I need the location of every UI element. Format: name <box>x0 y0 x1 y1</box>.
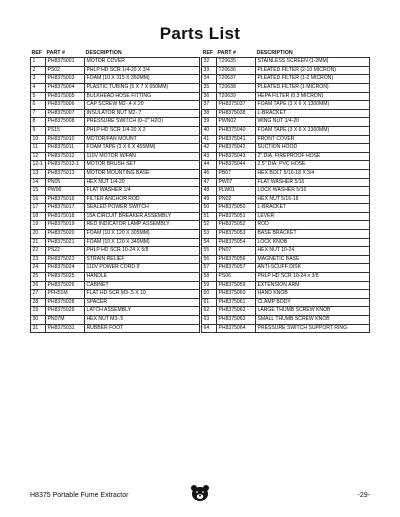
description-cell: LARGE THUMB SCREW KNOB <box>256 307 370 316</box>
ref-cell: 38 <box>202 109 217 118</box>
ref-cell: 5 <box>31 92 46 101</box>
description-cell: FOAM TAPE (3 X 6 X 1360MM) <box>256 126 370 135</box>
description-cell: PLEATED FILTER (1 MICRON) <box>256 83 370 92</box>
description-cell: MOTOR COVER <box>85 58 200 67</box>
ref-cell: 62 <box>202 307 217 316</box>
table-row <box>202 195 370 204</box>
part-number-cell: PH8375029 <box>46 307 85 316</box>
part-number-cell: PH8375023 <box>46 255 85 264</box>
table-row <box>202 264 370 273</box>
table-row <box>202 221 370 230</box>
description-cell: HEX NUT M3-.5 <box>85 316 200 325</box>
ref-cell: 49 <box>202 195 217 204</box>
description-cell: ANTI-SCUFF DISK <box>256 264 370 273</box>
description-cell: SMALL THUMB SCREW KNOB <box>256 316 370 325</box>
table-row <box>31 75 200 84</box>
description-cell: PLASTIC TUBING (5 X 7 X 650MM) <box>85 83 200 92</box>
description-cell: FOAM (10 X 120 X 305MM) <box>85 230 200 239</box>
ref-header: REF <box>202 50 214 56</box>
table-row <box>202 144 370 153</box>
parts-table-right <box>201 50 370 333</box>
description-cell: LOCK WASHER 5/16 <box>256 187 370 196</box>
ref-cell: 15 <box>31 187 46 196</box>
table-row <box>202 75 370 84</box>
part-number-cell: PH8375020 <box>46 230 85 239</box>
description-cell: CAP SCREW M2-.4 X 20 <box>85 101 200 110</box>
ref-cell: 24 <box>31 264 46 273</box>
part-number-cell: PH8375060 <box>217 290 256 299</box>
part-number-cell: PH8375042 <box>217 144 256 153</box>
description-cell: FOAM TAPE (3 X 6 X 455MM) <box>85 144 200 153</box>
part-number-cell: PH8375041 <box>217 135 256 144</box>
part-number-cell: T20638 <box>217 83 256 92</box>
table-row <box>202 307 370 316</box>
part-number-cell: T20636 <box>217 66 256 75</box>
table-row <box>202 178 370 187</box>
description-cell: STAINLESS SCREEN (1-2MM) <box>256 58 370 67</box>
table-row <box>202 255 370 264</box>
part-number-cell: PH8375037 <box>217 101 256 110</box>
ref-cell: 12 <box>31 152 46 161</box>
part-number-cell: PH8375013 <box>46 169 85 178</box>
part-number-cell: PH8375017 <box>46 204 85 213</box>
table-row <box>31 307 200 316</box>
table-row <box>202 83 370 92</box>
table-row <box>202 135 370 144</box>
ref-cell: 17 <box>31 204 46 213</box>
table-row <box>31 324 200 333</box>
description-cell: EXTENSION ARM <box>256 281 370 290</box>
ref-cell: 27 <box>31 290 46 299</box>
ref-cell: 48 <box>202 187 217 196</box>
table-row <box>202 126 370 135</box>
part-header: PART # <box>46 50 65 56</box>
part-number-cell: PH8375064 <box>217 324 256 333</box>
part-number-cell: PH8375004 <box>46 83 85 92</box>
ref-cell: 52 <box>202 221 217 230</box>
table-row <box>202 118 370 127</box>
part-number-cell: T20639 <box>217 92 256 101</box>
description-cell: MAGNETIC BASE <box>256 255 370 264</box>
description-cell: HEX BOLT 5/16-18 X 3/4 <box>256 169 370 178</box>
ref-cell: 32 <box>202 58 217 67</box>
description-cell: PRESSURE SWITCH SUPPORT RING <box>256 324 370 333</box>
ref-cell: 28 <box>31 298 46 307</box>
description-cell: HEX NUT 1/4-20 <box>85 178 200 187</box>
description-cell: FRONT COVER <box>256 135 370 144</box>
description-cell: FOAM TAPE (3 X 6 X 1300MM) <box>256 101 370 110</box>
part-number-cell: PH8375006 <box>46 101 85 110</box>
table-row <box>31 264 200 273</box>
part-number-cell: PH8375040 <box>217 126 256 135</box>
ref-cell: 57 <box>202 264 217 273</box>
table-row <box>202 247 370 256</box>
table-row <box>202 230 370 239</box>
table-row <box>202 204 370 213</box>
table-row <box>31 281 200 290</box>
table-row <box>31 58 200 67</box>
table-row <box>31 83 200 92</box>
table-row <box>31 178 200 187</box>
description-cell: WING NUT 1/4-20 <box>256 118 370 127</box>
ref-cell: 60 <box>202 290 217 299</box>
part-number-cell: PH8375025 <box>46 273 85 282</box>
description-cell: SUCTION HOOD <box>256 144 370 153</box>
description-header: DESCRIPTION <box>256 50 293 56</box>
table-row <box>31 247 200 256</box>
table-row <box>31 212 200 221</box>
ref-cell: 44 <box>202 161 217 170</box>
part-number-cell: PH8375056 <box>217 255 256 264</box>
part-number-cell: PH8375007 <box>46 109 85 118</box>
ref-cell: 2 <box>31 66 46 75</box>
part-number-cell: PH8375061 <box>217 298 256 307</box>
description-cell: FILTER ANCHOR ROD <box>85 195 200 204</box>
bear-head-logo-icon <box>190 484 210 502</box>
ref-cell: 7 <box>31 109 46 118</box>
table-row <box>31 144 200 153</box>
part-number-cell: PH8375057 <box>217 264 256 273</box>
description-header: DESCRIPTION <box>85 50 122 56</box>
ref-cell: 10 <box>31 135 46 144</box>
table-row <box>31 273 200 282</box>
description-cell: 110V POWER CORD 9' <box>85 264 200 273</box>
ref-cell: 22 <box>31 247 46 256</box>
ref-cell: 55 <box>202 247 217 256</box>
ref-cell: 1 <box>31 58 46 67</box>
description-cell: MOTOR BRUSH SET <box>85 161 200 170</box>
ref-cell: 53 <box>202 230 217 239</box>
description-cell: HEX NUT 10-24 <box>256 247 370 256</box>
ref-cell: 19 <box>31 221 46 230</box>
description-cell: HEX NUT 5/16-18 <box>256 195 370 204</box>
table-row <box>31 195 200 204</box>
part-number-cell: PN07M <box>46 316 85 325</box>
part-number-cell: PH8375024 <box>46 264 85 273</box>
ref-cell: 14 <box>31 178 46 187</box>
description-cell: HANDLE <box>85 273 200 282</box>
part-number-cell: PH8375018 <box>46 212 85 221</box>
description-cell: PHLP HD SCR 1/4-20 X 3/4 <box>85 66 200 75</box>
part-number-cell: PH8375038 <box>217 109 256 118</box>
table-row <box>202 58 370 67</box>
description-cell: STRAIN RELIEF <box>85 255 200 264</box>
description-cell: CLAMP BODY <box>256 298 370 307</box>
table-row <box>31 316 200 325</box>
ref-cell: 41 <box>202 135 217 144</box>
description-cell: BULKHEAD HOSE FITTING <box>85 92 200 101</box>
description-cell: FOAM (10 X 120 X 340MM) <box>85 238 200 247</box>
part-number-cell: PS06 <box>217 273 256 282</box>
part-number-cell: T20637 <box>217 75 256 84</box>
part-number-cell: PH8375052 <box>217 221 256 230</box>
description-cell: FLAT WASHER 5/16 <box>256 178 370 187</box>
table-row <box>31 221 200 230</box>
description-cell: FLAT WASHER 1/4 <box>85 187 200 196</box>
part-number-cell: PH8375054 <box>217 238 256 247</box>
part-number-cell: PW07 <box>217 178 256 187</box>
ref-cell: 3 <box>31 75 46 84</box>
ref-cell: 21 <box>31 238 46 247</box>
part-number-cell: PH8375063 <box>217 316 256 325</box>
ref-cell: 25 <box>31 273 46 282</box>
ref-cell: 61 <box>202 298 217 307</box>
table-header-row <box>31 50 200 58</box>
part-number-cell: PH8375044 <box>217 161 256 170</box>
page-title: Parts List <box>159 24 241 43</box>
part-number-cell: PH8375021 <box>46 238 85 247</box>
part-number-cell: PH8375062 <box>217 307 256 316</box>
ref-cell: 35 <box>202 83 217 92</box>
ref-cell: 9 <box>31 126 46 135</box>
ref-cell: 63 <box>202 316 217 325</box>
description-cell: MOTOR/FAN MOUNT <box>85 135 200 144</box>
description-cell: 2" DIA. FIREPROOF HOSE <box>256 152 370 161</box>
table-row <box>31 152 200 161</box>
ref-cell: 31 <box>31 324 46 333</box>
table-row <box>202 212 370 221</box>
description-cell: 2.5" DIA. PVC HOSE <box>256 161 370 170</box>
table-row <box>202 298 370 307</box>
table-row <box>31 169 200 178</box>
part-number-cell: PH8375016 <box>46 195 85 204</box>
description-cell: L-BRACKET <box>256 204 370 213</box>
ref-cell: 56 <box>202 255 217 264</box>
part-number-cell: PN07 <box>217 247 256 256</box>
table-header-row <box>202 50 370 58</box>
description-cell: PLEATED FILTER (1-2 MICRON) <box>256 75 370 84</box>
table-row <box>31 92 200 101</box>
table-row <box>31 66 200 75</box>
part-number-cell: PH8375053 <box>217 230 256 239</box>
ref-cell: 6 <box>31 101 46 110</box>
part-number-cell: PS15 <box>46 126 85 135</box>
description-cell: FOAM (10 X 315 X 350MM) <box>85 75 200 84</box>
part-number-cell: PH8375001 <box>46 58 85 67</box>
part-number-cell: PH8375010 <box>46 135 85 144</box>
description-cell: PHLP HD SCR 10-24 x 3/8 <box>256 273 370 282</box>
part-number-cell: PS02 <box>46 66 85 75</box>
table-row <box>31 135 200 144</box>
part-number-cell: PLW01 <box>217 187 256 196</box>
ref-cell: 20 <box>31 230 46 239</box>
parts-table-left <box>30 50 200 333</box>
ref-cell: 58 <box>202 273 217 282</box>
table-row <box>202 66 370 75</box>
part-number-cell: PH8375005 <box>46 92 85 101</box>
ref-cell: 36 <box>202 92 217 101</box>
part-number-cell: PFH51M <box>46 290 85 299</box>
part-header: PART # <box>217 50 236 56</box>
description-cell: PHLP HD SCR 1/4-20 X 2 <box>85 126 200 135</box>
ref-cell: 8 <box>31 118 46 127</box>
part-number-cell: PH8375003 <box>46 75 85 84</box>
ref-cell: 34 <box>202 75 217 84</box>
part-number-cell: PH8375059 <box>217 281 256 290</box>
ref-cell: 26 <box>31 281 46 290</box>
ref-cell: 47 <box>202 178 217 187</box>
ref-cell: 29 <box>31 307 46 316</box>
description-cell: INSULATOR NUT M2-.7 <box>85 109 200 118</box>
model-name: H8375 Portable Fume Extractor <box>30 492 129 499</box>
ref-cell: 46 <box>202 169 217 178</box>
ref-cell: 42 <box>202 144 217 153</box>
description-cell: PLEATED FILTER (2-10 MICRON) <box>256 66 370 75</box>
description-cell: 110V MOTOR W/FAN <box>85 152 200 161</box>
ref-cell: 13 <box>31 169 46 178</box>
ref-cell: 64 <box>202 324 217 333</box>
part-number-cell: PH8375011 <box>46 144 85 153</box>
description-cell: FLAT HD SCR M3-.5 X 10 <box>85 290 200 299</box>
ref-cell: 16 <box>31 195 46 204</box>
part-number-cell: PN05 <box>46 178 85 187</box>
part-number-cell: PH8375012 <box>46 152 85 161</box>
table-row <box>31 187 200 196</box>
table-row <box>31 298 200 307</box>
ref-cell: 33 <box>202 66 217 75</box>
table-row <box>202 273 370 282</box>
description-cell: 15A CIRCUIT BREAKER ASSEMBLY <box>85 212 200 221</box>
table-row <box>31 118 200 127</box>
ref-cell: 37 <box>202 101 217 110</box>
table-row <box>31 109 200 118</box>
part-number-cell: T20635 <box>217 58 256 67</box>
part-number-cell: PW06 <box>46 187 85 196</box>
description-cell: L-BRACKET <box>256 109 370 118</box>
description-cell: HAND KNOB <box>256 290 370 299</box>
description-cell: PRESSURE SWITCH (0–2" H2O) <box>85 118 200 127</box>
description-cell: LEVER <box>256 212 370 221</box>
part-number-cell: PH8375019 <box>46 221 85 230</box>
description-cell: CABINET <box>85 281 200 290</box>
table-row <box>31 126 200 135</box>
description-cell: PHLP HD SCR 10-24 X 5/8 <box>85 247 200 256</box>
description-cell: SEALED POWER SWITCH <box>85 204 200 213</box>
ref-cell: 51 <box>202 212 217 221</box>
ref-header: REF <box>31 50 43 56</box>
description-cell: SPACER <box>85 298 200 307</box>
ref-cell: 18 <box>31 212 46 221</box>
table-row <box>31 230 200 239</box>
description-cell: MOTOR MOUNTING BASE <box>85 169 200 178</box>
table-row <box>31 290 200 299</box>
table-row <box>202 101 370 110</box>
table-row <box>202 92 370 101</box>
ref-cell: 39 <box>202 118 217 127</box>
table-row <box>202 324 370 333</box>
part-number-cell: PH8375028 <box>46 298 85 307</box>
part-number-cell: PH8375012-1 <box>46 161 85 170</box>
page-number: -29- <box>357 492 370 499</box>
description-cell: ROD <box>256 221 370 230</box>
part-number-cell: PN02 <box>217 195 256 204</box>
table-row <box>31 161 200 170</box>
part-number-cell: PH8375051 <box>217 212 256 221</box>
table-row <box>31 204 200 213</box>
table-row <box>202 169 370 178</box>
table-row <box>31 238 200 247</box>
ref-cell: 43 <box>202 152 217 161</box>
ref-cell: 23 <box>31 255 46 264</box>
part-number-cell: PH8375031 <box>46 324 85 333</box>
description-cell: RUBBER FOOT <box>85 324 200 333</box>
part-number-cell: PWN02 <box>217 118 256 127</box>
ref-cell: 54 <box>202 238 217 247</box>
part-number-cell: PH8375008 <box>46 118 85 127</box>
table-row <box>202 187 370 196</box>
ref-cell: 11 <box>31 144 46 153</box>
ref-cell: 4 <box>31 83 46 92</box>
part-number-cell: PH8375050 <box>217 204 256 213</box>
table-row <box>202 161 370 170</box>
table-row <box>202 281 370 290</box>
description-cell: LATCH ASSEMBLY <box>85 307 200 316</box>
table-row <box>202 290 370 299</box>
ref-cell: 40 <box>202 126 217 135</box>
table-row <box>202 152 370 161</box>
table-row <box>202 316 370 325</box>
table-row <box>202 238 370 247</box>
table-row <box>202 109 370 118</box>
table-row <box>31 101 200 110</box>
description-cell: HEPA FILTER (0.3 MICRON) <box>256 92 370 101</box>
description-cell: RED INDICATOR LAMP ASSEMBLY <box>85 221 200 230</box>
ref-cell: 50 <box>202 204 217 213</box>
ref-cell: 30 <box>31 316 46 325</box>
part-number-cell: PB07 <box>217 169 256 178</box>
part-number-cell: PS22 <box>46 247 85 256</box>
description-cell: BASE BRACKET <box>256 230 370 239</box>
description-cell: LOCK KNOB <box>256 238 370 247</box>
ref-cell: 59 <box>202 281 217 290</box>
ref-cell: 12-1 <box>31 161 46 170</box>
table-row <box>31 255 200 264</box>
part-number-cell: PH8375026 <box>46 281 85 290</box>
part-number-cell: PH8375043 <box>217 152 256 161</box>
